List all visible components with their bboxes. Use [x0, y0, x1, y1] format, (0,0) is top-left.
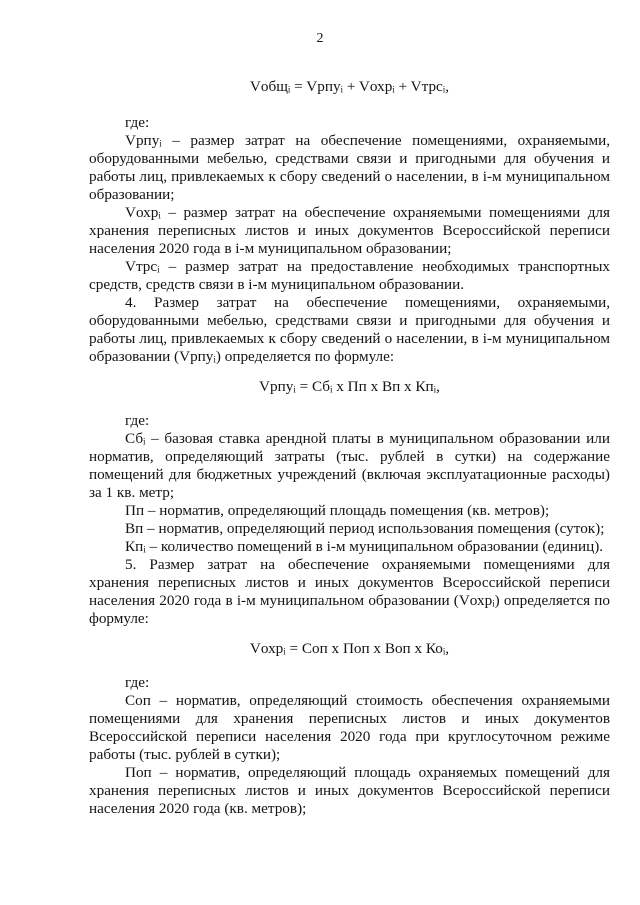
formula-vrpu: Vрпуᵢ = Сбᵢ x Пп x Вп x Кпᵢ, — [259, 378, 440, 395]
text-line: хранения переписных листов и иных документов Всероссийской переписи — [89, 574, 610, 591]
text-line: работы (тыс. рублей в сутки); — [89, 746, 281, 763]
text-line: Поп – норматив, определяющий площадь охраняемых помещений для — [125, 764, 610, 781]
text-line: норматив, определяющий затраты (тыс. рублей в сутки) на содержание — [89, 448, 610, 465]
where-label-2: где: — [125, 412, 150, 429]
text-line: оборудованными мебелью, средствами связи и пригодными для обучения и — [89, 150, 610, 167]
text-line: населения 2020 года (кв. метров); — [89, 800, 307, 817]
text-line: Сбᵢ – базовая ставка арендной платы в муниципальном образовании или — [125, 430, 610, 447]
text-line: Vтрсᵢ – размер затрат на предоставление необходимых транспортных — [125, 258, 610, 275]
text-line: за 1 кв. метр; — [89, 484, 175, 501]
text-line: хранения переписных листов и иных документов Всероссийской переписи — [89, 222, 610, 239]
text-line: населения 2020 года в i-м муниципальном образовании; — [89, 240, 452, 257]
text-line: Всероссийской переписи населения 2020 года при круглосуточном режиме — [89, 728, 610, 745]
text-line: работы лиц, привлекаемых к сбору сведений о населении, в i-м муниципальном — [89, 330, 610, 347]
formula-vohr: Vохрᵢ = Соп x Поп x Воп x Коᵢ, — [249, 640, 450, 657]
text-line: населения 2020 года в i-м муниципальном образовании (Vохрᵢ) определяется по — [89, 592, 610, 609]
text-line: образовании (Vрпуᵢ) определяется по формуле: — [89, 348, 395, 365]
text-line: Соп – норматив, определяющий стоимость обеспечения охраняемыми — [125, 692, 610, 709]
text-line: Кпᵢ – количество помещений в i-м муниципальном образовании (единиц). — [125, 538, 604, 555]
page-number: 2 — [316, 31, 324, 46]
text-line: Vохрᵢ – размер затрат на обеспечение охраняемыми помещениями для — [125, 204, 610, 221]
text-line: 5. Размер затрат на обеспечение охраняемыми помещениями для — [125, 556, 610, 573]
formula-vobsch: Vобщᵢ = Vрпуᵢ + Vохрᵢ + Vтрсᵢ, — [249, 78, 450, 95]
text-line: формуле: — [89, 610, 149, 627]
text-line: помещений для бюджетных учреждений (включая эксплуатационные расходы) — [89, 466, 610, 483]
text-line: Пп – норматив, определяющий площадь помещения (кв. метров); — [125, 502, 550, 519]
text-line: Вп – норматив, определяющий период использования помещения (суток); — [125, 520, 605, 537]
text-line: хранения переписных листов и иных документов Всероссийской переписи — [89, 782, 610, 799]
text-line: оборудованными мебелью, средствами связи и пригодными для обучения и — [89, 312, 610, 329]
text-line: образовании; — [89, 186, 175, 203]
text-line: помещениями для хранения переписных листов и иных документов — [89, 710, 610, 727]
text-line: Vрпуᵢ – размер затрат на обеспечение помещениями, охраняемыми, — [125, 132, 610, 149]
where-label-1: где: — [125, 114, 150, 131]
text-line: средств, средств связи в i-м муниципальном образовании. — [89, 276, 465, 293]
where-label-3: где: — [125, 674, 150, 691]
text-line: 4. Размер затрат на обеспечение помещениями, охраняемыми, — [125, 294, 610, 311]
text-line: работы лиц, привлекаемых к сбору сведений о населении, в i-м муниципальном — [89, 168, 610, 185]
